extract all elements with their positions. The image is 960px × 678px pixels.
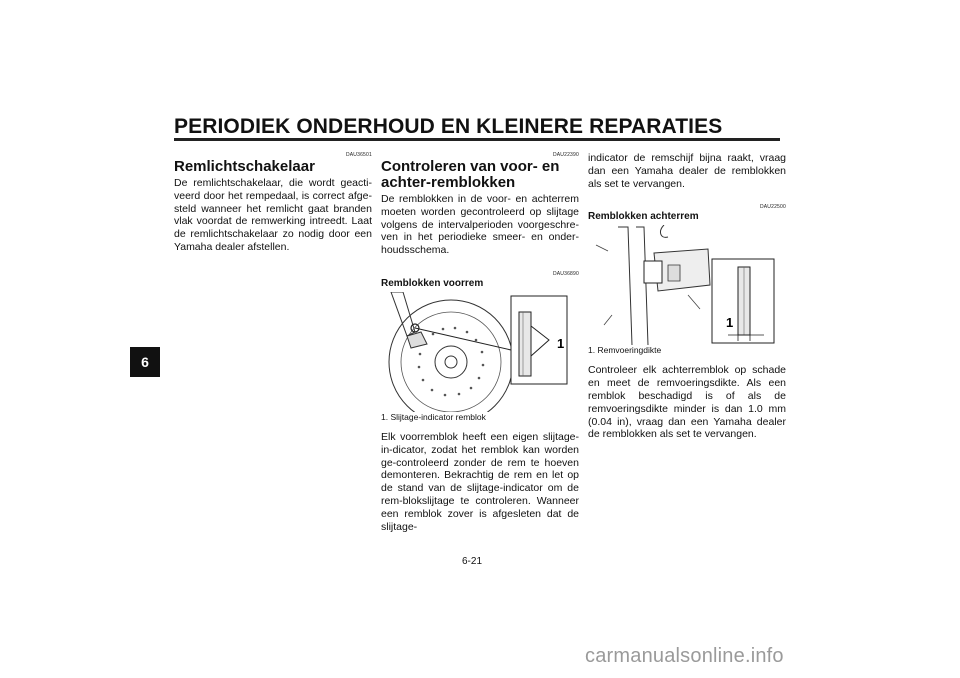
section-code: DAU22390	[552, 152, 579, 158]
figure-caption: 1. Slijtage-indicator remblok	[381, 411, 486, 422]
figure-callout: 1	[726, 315, 734, 331]
subsection-code: DAU22500	[759, 204, 786, 211]
section-code: DAU36501	[345, 152, 372, 158]
rear-brake-figure	[588, 225, 786, 345]
section-body: De remlichtschakelaar, die wordt geacti-veerd door het rempedaal, is correct afge-steld wanneer het remlicht gaat branden vlak voordat de remwerking intreedt. Laat de remlichtschakelaar zo nodig door een Yamaha dealer afstellen.	[174, 177, 372, 253]
column-3	[588, 152, 786, 441]
subsection-heading: Remblokken voorrem	[381, 277, 484, 289]
chapter-tab: 6	[130, 347, 160, 377]
front-brake-illustration	[381, 292, 579, 412]
watermark: carmanualsonline.info	[585, 645, 784, 667]
page-title: PERIODIEK ONDERHOUD EN KLEINERE REPARATIES	[174, 115, 723, 138]
figure-callout: 1	[557, 335, 565, 351]
figure-caption: 1. Remvoeringdikte	[588, 345, 662, 356]
header-rule	[174, 138, 780, 141]
continuation-text: indicator de remschijf bijna raakt, vraag dan een Yamaha dealer de remblokken als set te vervangen.	[588, 152, 786, 190]
subsection-heading: Remblokken achterrem	[588, 211, 699, 223]
subsection-body: Elk voorremblok heeft een eigen slijtage-in-dicator, zodat het remblok kan worden ge-controleerd zonder de rem te hoeven demonteren. Bekrachtig de rem en let op de stand van de slijtage-indicator om de rem-blokslijtage te controleren. Wanneer een remblok zover is afgesleten dat de slijtage-	[381, 430, 579, 533]
front-brake-figure	[381, 292, 579, 412]
column-2	[381, 152, 579, 533]
section-intro: De remblokken in de voor- en achterrem moeten worden gecontroleerd op slijtage volgens de intervalperioden voorgeschre-ven in het periodieke smeer- en onder-houdsschema.	[381, 193, 579, 257]
column-1	[174, 152, 372, 254]
subsection-code: DAU36890	[552, 270, 579, 277]
subsection-body: Controleer elk achterremblok op schade en meet de remvoeringsdikte. Als een remblok beschadigd is of als de remvoeringsdikte minder is dan 1.0 mm (0.04 in), vraag dan een Yamaha dealer de remblokken als set te vervangen.	[588, 364, 786, 441]
page-number: 6-21	[462, 556, 483, 567]
section-heading: Controleren van voor- en achter-remblokken	[381, 158, 560, 191]
section-heading: Remlichtschakelaar	[174, 158, 315, 175]
rear-brake-illustration	[588, 225, 786, 345]
